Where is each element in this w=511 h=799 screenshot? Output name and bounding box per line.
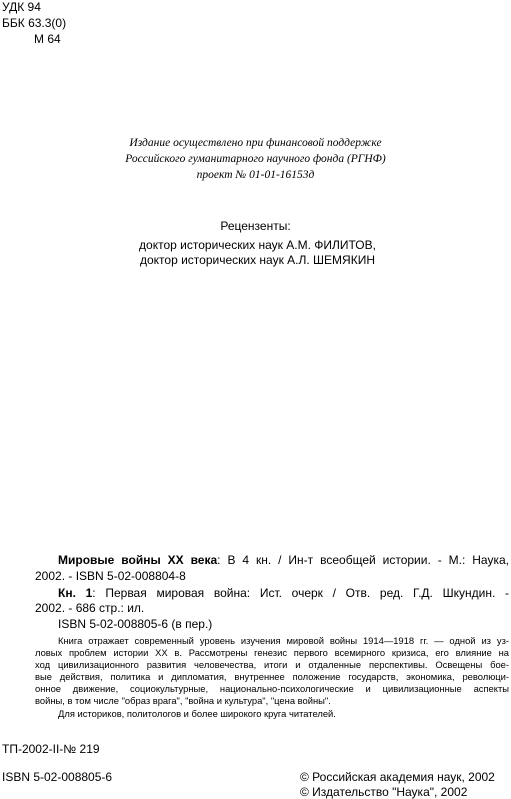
funding-line-2: Российского гуманитарного научного фонда (РГНФ) <box>125 153 386 165</box>
series-title: Мировые войны XX века <box>58 553 218 567</box>
catalog-book-entry <box>58 586 509 600</box>
bbk-code: ББК 63.3(0) <box>2 16 67 30</box>
reviewers-heading: Рецензенты: <box>220 219 291 233</box>
audience-note: Для историков, политологов и более широкого круга читателей. <box>58 708 336 719</box>
reviewer-2: доктор исторических наук А.Л. ШЕМЯКИН <box>139 253 375 267</box>
udk-code: УДК 94 <box>2 0 41 14</box>
funding-line-1: Издание осуществлено при финансовой поддержке <box>129 137 382 149</box>
isbn: ISBN 5-02-008805-6 <box>2 770 113 784</box>
book-label: Кн. 1 <box>58 586 93 600</box>
author-mark: М 64 <box>34 32 61 46</box>
series-isbn-line: 2002. - ISBN 5-02-008804-8 <box>35 569 186 583</box>
abstract-line-3: ход цивилизационного развития человечества, итоги и отдаленные перспективы. Освещены бое- <box>35 659 509 670</box>
abstract-line-1: Книга отражает современный уровень изучения мировой войны 1914—1918 гг. — одной из уз- <box>58 635 509 646</box>
abstract-line-4: вые действия, политика и дипломатия, внутреннее положение государств, экономика, революци- <box>35 671 509 682</box>
book-details: : Первая мировая война: Ист. очерк / Отв. ред. Г.Д. Шкундин. - <box>92 586 509 600</box>
abstract-line-2: ловых проблем истории XX в. Рассмотрены генезис первого всемирного кризиса, его влияние на <box>35 647 509 658</box>
funding-project-number: проект № 01-01-16153д <box>196 169 315 181</box>
book-pages-line: 2002. - 686 стр.: ил. <box>35 601 145 615</box>
copyright-nauka: © Издательство "Наука", 2002 <box>300 785 468 799</box>
plan-code: ТП-2002-II-№ 219 <box>2 742 100 756</box>
abstract-line-6: войны, в том числе "образ врага", "война и культура", "цена войны". <box>35 695 331 706</box>
abstract-line-5: онное движение, социокультурные, национально-психологические и цивилизационные аспекты <box>35 683 509 694</box>
copyright-ran: © Российская академия наук, 2002 <box>300 770 495 784</box>
catalog-series-entry <box>58 553 509 567</box>
series-details: : В 4 кн. / Ин-т всеобщей истории. - М.: Наука, <box>217 553 509 567</box>
reviewer-1: доктор исторических наук А.М. ФИЛИТОВ, <box>139 238 376 252</box>
book-isbn-line: ISBN 5-02-008805-6 (в пер.) <box>58 617 213 631</box>
